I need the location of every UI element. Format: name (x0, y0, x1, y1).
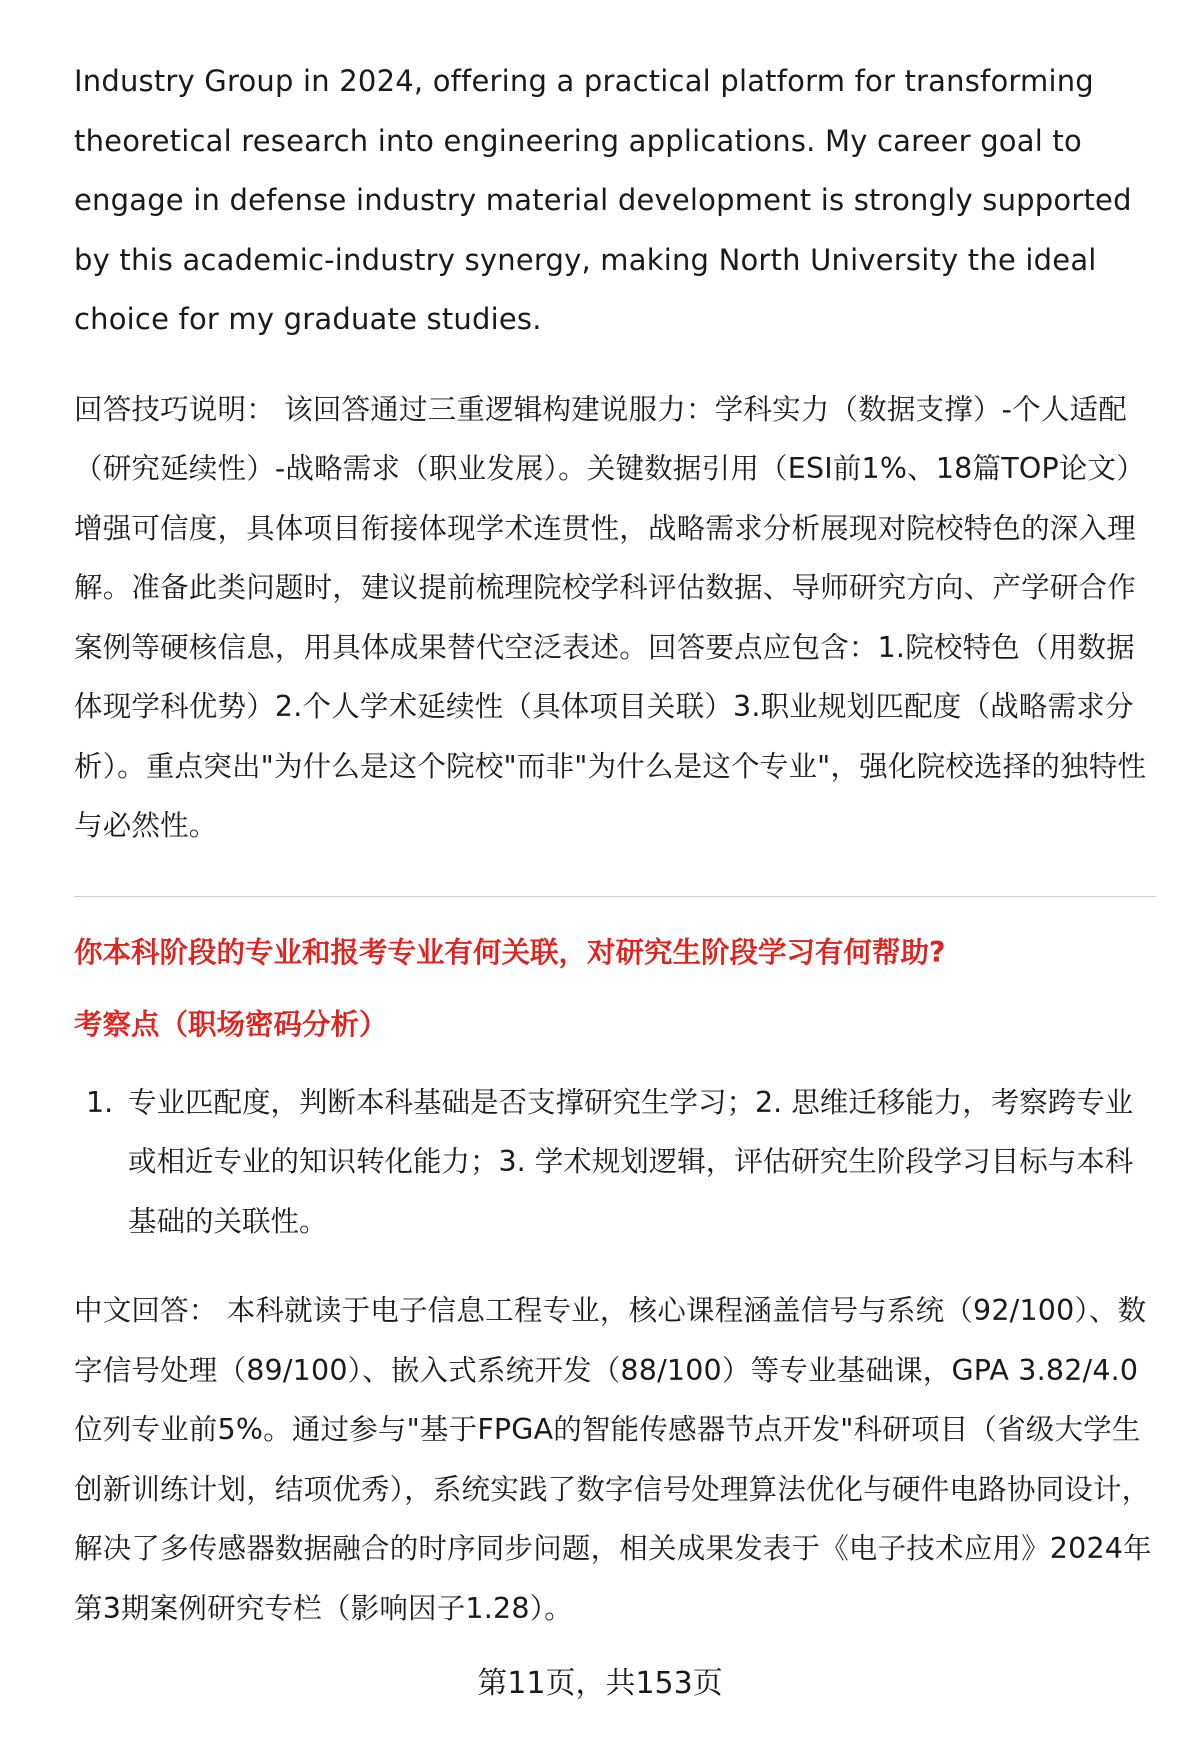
document-page (74, 52, 1154, 1638)
assessment-heading: 考察点（职场密码分析） (74, 1007, 388, 1041)
chinese-answer-paragraph (74, 1281, 1154, 1638)
list-item-text: 专业匹配度，判断本科基础是否支撑研究生学习；2. 思维迁移能力，考察跨专业或相近专业的知识转化能力；3. 学术规划逻辑，评估研究生阶段学习目标与本科基础的关联性。 (128, 1085, 1134, 1238)
answer-tips-paragraph (74, 380, 1154, 856)
list-item (74, 1073, 1154, 1252)
intro-paragraph: Industry Group in 2024, offering a practical platform for transforming theoretical research into engineering applications. My career goal to engage in defense industry material development is strongly supported by this academic-industry synergy, making North University the ideal choice for my graduate studies. (74, 64, 1132, 336)
page-footer: 第11页，共153页 (477, 1666, 723, 1701)
list-item-number: 1. (86, 1085, 114, 1119)
section-divider (74, 896, 1156, 897)
answer-tips-label: 回答技巧说明： (74, 392, 275, 426)
chinese-answer-text: 本科就读于电子信息工程专业，核心课程涵盖信号与系统（92/100）、数字信号处理（89/100）、嵌入式系统开发（88/100）等专业基础课，GPA 3.82/4.0位列专业前5%。通过参与"基于FPGA的智能传感器节点开发"科研项目（省级大学生创新训练计划，结项优秀），系统实践了数字信号处理算法优化与硬件电路协同设计，解决了多传感器数据融合的时序同步问题，相关成果发表于《电子技术应用》2024年第3期案例研究专栏（影响因子1.28）。 (74, 1294, 1152, 1625)
assessment-list (74, 1073, 1154, 1252)
chinese-answer-label: 中文回答： (74, 1294, 218, 1327)
interview-question: 你本科阶段的专业和报考专业有何关联，对研究生阶段学习有何帮助? (74, 935, 946, 969)
answer-tips-text: 该回答通过三重逻辑构建说服力：学科实力（数据支撑）-个人适配（研究延续性）-战略需求（职业发展）。关键数据引用（ESI前1%、18篇TOP论文）增强可信度，具体项目衔接体现学术连贯性，战略需求分析展现对院校特色的深入理解。准备此类问题时，建议提前梳理院校学科评估数据、导师研究方向、产学研合作案例等硬核信息，用具体成果替代空泛表述。回答要点应包含：1.院校特色（用数据体现学科优势）2.个人学术延续性（具体项目关联）3.职业规划匹配度（战略需求分析）。重点突出"为什么是这个院校"而非"为什么是这个专业"，强化院校选择的独特性与必然性。 (74, 392, 1147, 842)
